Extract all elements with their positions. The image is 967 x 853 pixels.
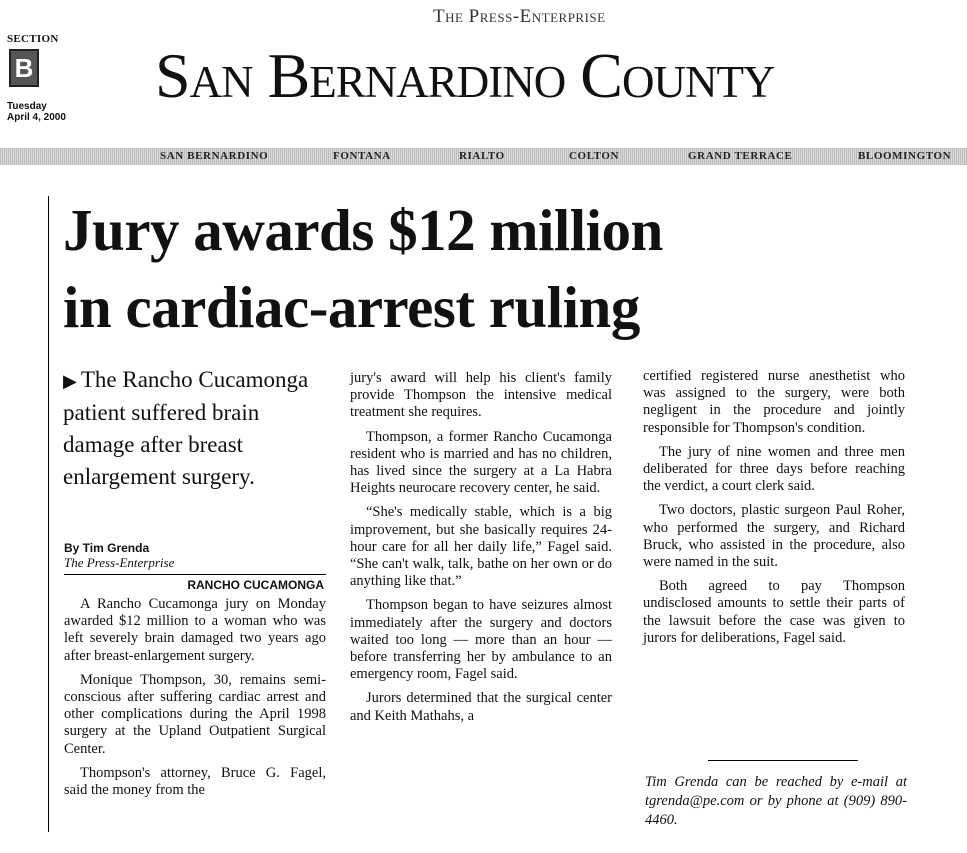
- city-label: SAN BERNARDINO: [160, 150, 269, 162]
- section-label: SECTION: [7, 33, 59, 45]
- column-rule: [48, 196, 49, 832]
- section-title: San Bernardino County: [155, 40, 775, 111]
- newspaper-name: The Press-Enterprise: [433, 6, 606, 27]
- tagline-rule: [708, 760, 858, 761]
- headline-line: in cardiac-arrest ruling: [63, 274, 640, 340]
- city-label: COLTON: [569, 150, 620, 162]
- issue-day: Tuesday: [7, 101, 47, 112]
- paragraph: jury's award will help his client's family provide Thompson the intensive medical treatment she requires.: [350, 370, 612, 421]
- byline: By Tim Grenda: [64, 541, 150, 555]
- deck-text: The Rancho Cucamonga patient suffered brain damage after breast enlargement surgery.: [63, 367, 309, 489]
- byline-rule: [64, 574, 326, 575]
- triangle-bullet-icon: ▶: [63, 371, 77, 391]
- dateline: RANCHO CUCAMONGA: [187, 578, 324, 592]
- city-label: GRAND TERRACE: [688, 150, 793, 162]
- paragraph: A Rancho Cucamonga jury on Monday awarded $12 million to a woman who was left severely brain damaged two years ago after breast-enlargement surgery.: [64, 596, 326, 664]
- headline-line: Jury awards $12 million: [63, 197, 663, 263]
- paragraph: Both agreed to pay Thompson undisclosed amounts to settle their parts of the lawsuit before the case was given to jurors for deliberations, Fagel said.: [643, 578, 905, 646]
- paragraph: certified registered nurse anesthetist who was assigned to the surgery, were both negligent in the procedure and jointly responsible for Thompson's condition.: [643, 368, 905, 436]
- issue-date: [7, 101, 66, 123]
- section-letter-badge: B: [9, 49, 39, 87]
- headline: [63, 192, 963, 346]
- paragraph: Monique Thompson, 30, remains semi-conscious after suffering cardiac arrest and other complications during the April 1998 surgery at the Upland Outpatient Surgical Center.: [64, 671, 326, 757]
- article-column-1: [64, 596, 326, 806]
- paragraph: Jurors determined that the surgical center and Keith Mathahs, a: [350, 690, 612, 724]
- paragraph: The jury of nine women and three men deliberated for three days before reaching the verdict, a court clerk said.: [643, 443, 905, 495]
- article-column-3: [643, 368, 905, 654]
- paragraph: Thompson began to have seizures almost immediately after the surgery and doctors waited too long — more than an hour — before transferring her by ambulance to an emergency room, Fagel said.: [350, 597, 612, 683]
- article-column-2: [350, 370, 612, 732]
- byline-publication: The Press-Enterprise: [64, 555, 175, 570]
- city-label: FONTANA: [333, 150, 391, 162]
- author-contact: Tim Grenda can be reached by e-mail at tgrenda@pe.com or by phone at (909) 890-4460.: [645, 774, 907, 828]
- deck: [63, 364, 329, 493]
- issue-full-date: April 4, 2000: [7, 112, 66, 123]
- paragraph: Thompson, a former Rancho Cucamonga resident who is married and has no children, has lived since the surgery at a La Habra Heights neurocare recovery center, he said.: [350, 428, 612, 497]
- city-label: BLOOMINGTON: [858, 150, 952, 162]
- city-label: RIALTO: [459, 150, 505, 162]
- paragraph: Thompson's attorney, Bruce G. Fagel, said the money from the: [64, 764, 326, 799]
- paragraph: “She's medically stable, which is a big improvement, but she basically requires 24-hour care for all her daily life,” Fagel said. “She can't walk, talk, bathe on her own or do anything like that.”: [350, 504, 612, 590]
- paragraph: Two doctors, plastic surgeon Paul Roher, who performed the surgery, and Richard Bruck, who assisted in the procedure, also were named in the suit.: [643, 502, 905, 571]
